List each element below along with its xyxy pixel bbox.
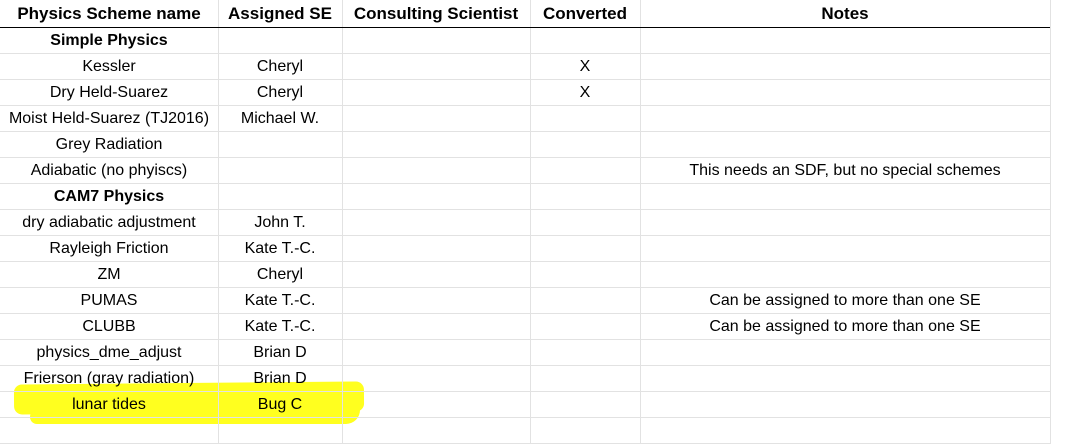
cell-assigned-se[interactable] <box>218 28 342 54</box>
cell-assigned-se[interactable]: Kate T.-C. <box>244 318 316 335</box>
cell-scheme-name[interactable]: Simple Physics <box>50 32 168 49</box>
cell-notes[interactable] <box>640 210 1050 236</box>
header-consulting-scientist[interactable]: Consulting Scientist <box>353 4 519 23</box>
cell-notes[interactable] <box>640 262 1050 288</box>
cell-scheme-name[interactable]: Grey Radiation <box>55 136 163 153</box>
cell-scheme-name[interactable]: Frierson (gray radiation) <box>23 370 195 387</box>
cell-assigned-se[interactable]: Kate T.-C. <box>244 292 316 309</box>
cell-notes[interactable] <box>640 80 1050 106</box>
cell-notes[interactable] <box>640 366 1050 392</box>
cell-consulting-scientist[interactable] <box>342 54 530 80</box>
header-assigned-se[interactable]: Assigned SE <box>228 4 332 23</box>
cell-converted[interactable]: X <box>579 58 591 75</box>
grid-column-line <box>1050 0 1051 444</box>
cell-assigned-se[interactable] <box>218 158 342 184</box>
cell-converted[interactable] <box>530 210 640 236</box>
cell-scheme-name[interactable]: CAM7 Physics <box>53 188 165 205</box>
cell-assigned-se[interactable]: Cheryl <box>256 84 304 101</box>
cell-consulting-scientist[interactable] <box>342 314 530 340</box>
cell-assigned-se[interactable]: Bug C <box>257 396 303 413</box>
cell-scheme-name[interactable]: PUMAS <box>80 292 138 309</box>
cell-consulting-scientist[interactable] <box>342 366 530 392</box>
cell-scheme-name[interactable]: CLUBB <box>82 318 136 335</box>
header-converted[interactable]: Converted <box>542 4 628 23</box>
cell-scheme-name[interactable]: lunar tides <box>72 396 146 413</box>
cell-scheme-name[interactable]: dry adiabatic adjustment <box>22 214 196 231</box>
cell-notes[interactable]: This needs an SDF, but no special schemes <box>689 162 1001 179</box>
cell-scheme-name[interactable]: Moist Held-Suarez (TJ2016) <box>8 110 210 127</box>
cell-converted[interactable] <box>530 132 640 158</box>
cell-notes[interactable] <box>640 236 1050 262</box>
cell-scheme-name[interactable]: Dry Held-Suarez <box>49 84 169 101</box>
cell-notes[interactable] <box>640 28 1050 54</box>
cell-consulting-scientist[interactable] <box>342 262 530 288</box>
cell-converted[interactable] <box>530 366 640 392</box>
cell-scheme-name[interactable]: Adiabatic (no phyiscs) <box>30 162 188 179</box>
cell-converted[interactable] <box>530 288 640 314</box>
cell-assigned-se[interactable] <box>218 184 342 210</box>
cell-assigned-se[interactable]: Brian D <box>253 370 307 387</box>
cell-converted[interactable] <box>530 262 640 288</box>
header-scheme-name[interactable]: Physics Scheme name <box>17 4 201 23</box>
cell-notes[interactable]: Can be assigned to more than one SE <box>709 292 981 309</box>
cell-consulting-scientist[interactable] <box>342 392 530 418</box>
header-notes[interactable]: Notes <box>821 4 869 23</box>
cell-converted[interactable]: X <box>579 84 591 101</box>
cell-assigned-se[interactable]: John T. <box>254 214 306 231</box>
cell-converted[interactable] <box>530 184 640 210</box>
cell-notes[interactable] <box>640 392 1050 418</box>
cell-converted[interactable] <box>530 158 640 184</box>
cell-notes[interactable] <box>640 106 1050 132</box>
cell-scheme-name[interactable]: Kessler <box>82 58 136 75</box>
cell-scheme-name[interactable]: Rayleigh Friction <box>49 240 169 257</box>
cell-converted[interactable] <box>530 392 640 418</box>
cell-notes[interactable] <box>640 54 1050 80</box>
cell-scheme-name[interactable]: physics_dme_adjust <box>36 344 182 361</box>
cell-assigned-se[interactable]: Michael W. <box>240 110 320 127</box>
cell-consulting-scientist[interactable] <box>342 184 530 210</box>
cell-consulting-scientist[interactable] <box>342 80 530 106</box>
cell-notes[interactable] <box>640 340 1050 366</box>
cell-converted[interactable] <box>530 236 640 262</box>
cell-consulting-scientist[interactable] <box>342 236 530 262</box>
cell-consulting-scientist[interactable] <box>342 132 530 158</box>
cell-assigned-se[interactable]: Cheryl <box>256 266 304 283</box>
cell-notes[interactable] <box>640 132 1050 158</box>
cell-assigned-se[interactable]: Cheryl <box>256 58 304 75</box>
cell-converted[interactable] <box>530 340 640 366</box>
cell-notes[interactable]: Can be assigned to more than one SE <box>709 318 981 335</box>
cell-consulting-scientist[interactable] <box>342 158 530 184</box>
cell-scheme-name[interactable]: ZM <box>97 266 121 283</box>
cell-notes[interactable] <box>640 184 1050 210</box>
cell-converted[interactable] <box>530 106 640 132</box>
cell-consulting-scientist[interactable] <box>342 288 530 314</box>
cell-assigned-se[interactable]: Kate T.-C. <box>244 240 316 257</box>
cell-assigned-se[interactable] <box>218 132 342 158</box>
cell-consulting-scientist[interactable] <box>342 210 530 236</box>
cell-consulting-scientist[interactable] <box>342 28 530 54</box>
cell-consulting-scientist[interactable] <box>342 106 530 132</box>
cell-assigned-se[interactable]: Brian D <box>253 344 307 361</box>
cell-converted[interactable] <box>530 314 640 340</box>
cell-consulting-scientist[interactable] <box>342 340 530 366</box>
cell-converted[interactable] <box>530 28 640 54</box>
